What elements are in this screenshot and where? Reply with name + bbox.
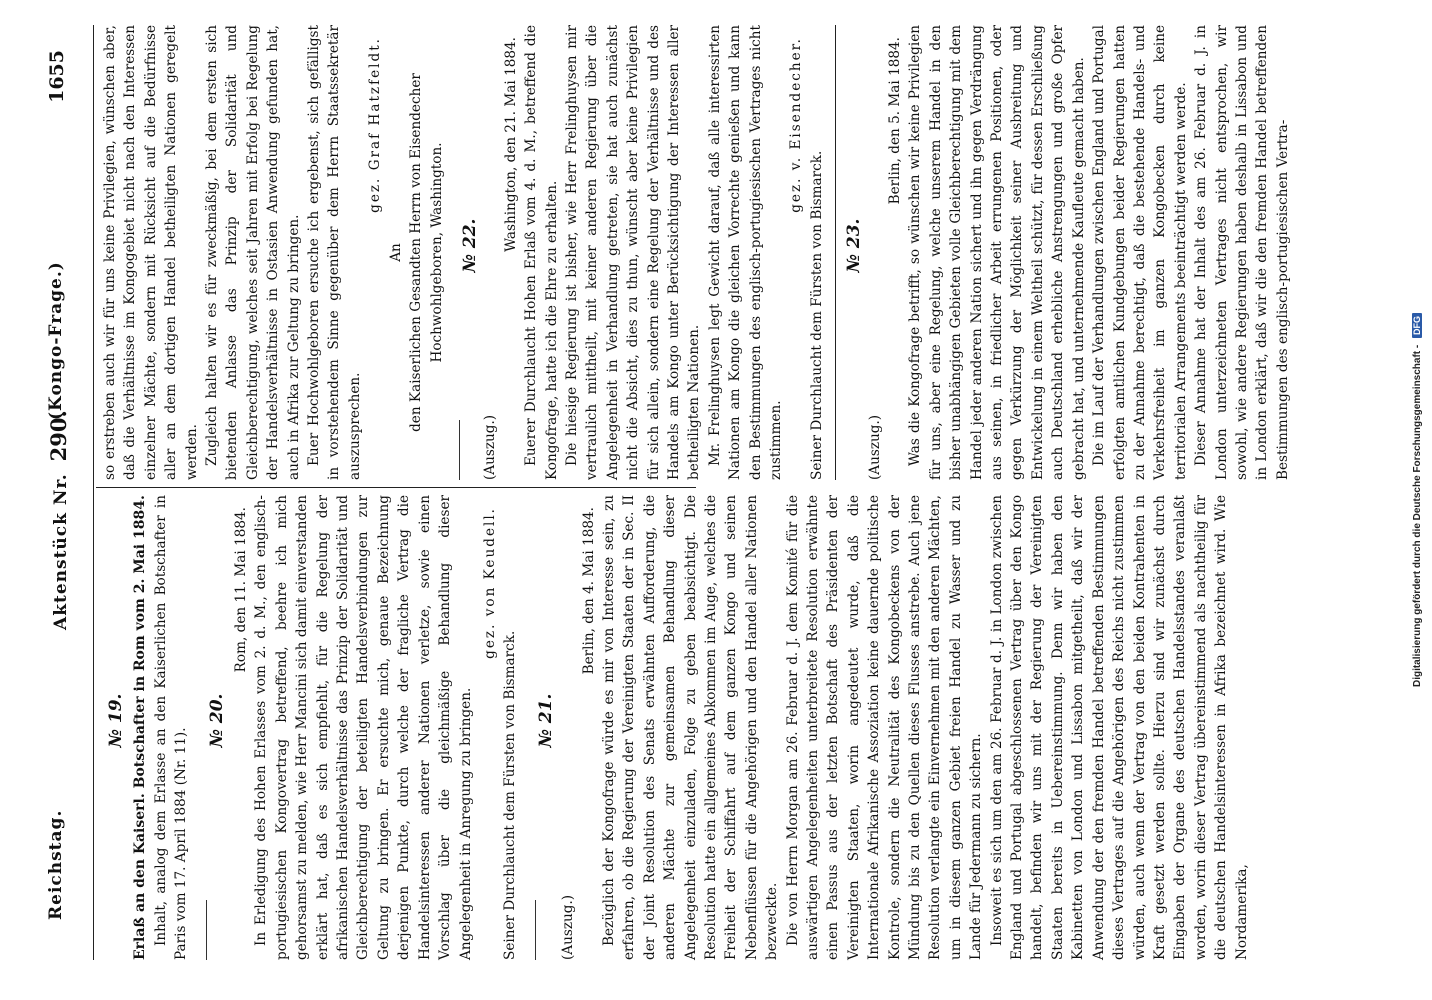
- doc20-number: № 20.: [206, 693, 227, 748]
- doc22-signature: gez. v. Eisendecher.: [788, 37, 805, 213]
- column-divider: [96, 487, 696, 488]
- doc21-paragraph: Bezüglich der Kongofrage würde es mir von Interesse sein, zu erfahren, ob die Regierung der Vereinigten Staaten der in Sec. II der Joint Resolution des Senats erwähnten Aufforderung, die anderen Mächte zur gemeinsamen Behandlung dieser Angelegenheit einzuladen, Folge zu geben beabsichtigt. Die Resolution hatte ein allgemeines Abkommen im Auge, welches die Freiheit der Schiffahrt auf dem ganzen Kongo und seinen Nebenflüssen für die Angehörigen und den Handel aller Nationen bezweckte.: [600, 495, 781, 960]
- doc20-signature: gez. von Keudell.: [481, 507, 498, 659]
- left-column: [100, 495, 1250, 960]
- doc23-paragraph: Die im Lauf der Verhandlungen zwischen England und Portugal erfolgten amtlichen Kundgebungen beider Regierungen hatten zu der Annahme berechtigt, daß die bestehende Handels- und Verkehrsfreiheit im ganzen Kongobecken durch keine territorialen Arrangements beeinträchtigt werden werde.: [1091, 25, 1189, 480]
- doc21-number: № 21.: [535, 693, 556, 748]
- header-reichstag: Reichstag.: [46, 809, 66, 920]
- continued-paragraph: Zugleich halten wir es für zweckmäßig, bei dem ersten sich bietenden Anlasse das Prinzip der Solidarität und Gleichberechtigung, welches seit Jahren mit Erfolg bei Regelung der Handelsverhältnisse in Ostasien Anwendung gefunden hat, auch in Afrika zur Geltung zu bringen.: [204, 25, 302, 480]
- doc20-body: In Erledigung des Hohen Erlasses vom 2. d. M., den englisch-portugiesischen Kongovertrag betreffend, beehre ich mich gehorsamst zu melden, wie Herr Mancini sich damit einverstanden erklärt hat, daß es sich empfiehlt, für die Regelung der afrikanischen Handelsverhältnisse das Prinzip der Solidarität und Gleichberechtigung der beteiligten Handelsverbindungen zur Geltung zu bringen. Er ersuchte mich, genaue Bezeichnung derjenigen Punkte, durch welche der fragliche Vertrag die Handelsinteressen anderer Nationen verletze, sowie einen Vorschlag über die gleichmäßige Behandlung dieser Angelegenheit in Anregung zu bringen.: [253, 495, 474, 960]
- addressee-eisendecher: den Kaiserlichen Gesandten Herrn von Eisendecher Hochwohlgeboren, Washington.: [408, 73, 445, 432]
- doc19-number: № 19.: [106, 693, 126, 748]
- doc23-paragraph: Dieser Annahme hat der Inhalt des am 26. Februar d. J. in London unterzeichneten Vertrages nicht entsprochen, wir sowohl, wie andere Regierungen haben deshalb in Lissabon und in London erklärt, daß wir die den fremden Handel betreffenden Bestimmungen des englisch-portugiesischen Vertra-: [1193, 25, 1291, 480]
- doc22-paragraph: Mr. Frelinghuysen legt Gewicht darauf, daß alle interessirten Nationen am Kongo die gleichen Vorrechte genießen und kann den Bestimmungen des englisch-portugiesischen Vertrages nicht zustimmen.: [706, 25, 784, 480]
- doc21-extract: (Auszug.): [560, 894, 577, 960]
- header-topic: (Kongo-Frage.): [46, 261, 66, 420]
- doc23-number: № 23.: [844, 218, 865, 273]
- doc21-paragraph: Die von Herrn Morgan am 26. Februar d. J. dem Komité für die auswärtigen Angelegenheiten unterbreitete Resolution erwähnte einen Passus aus der letzten Botschaft des Präsidenten der Vereinigten Staaten, worin angedeutet wurde, daß die Internationale Afrikanische Assoziation keine dauernde politische Kontrole, sondern die Neutralität des Kongobeckens von der Mündung bis zu den Quellen dieses Flusses anstrebe. Auch jene Resolution verlangte ein Einvernehmen mit den anderen Mächten, um in diesem ganzen Gebiet freien Handel zu Wasser und zu Lande für Jedermann zu sichern.: [784, 495, 985, 960]
- addressee-an: An: [387, 243, 404, 262]
- continued-paragraph: Euer Hochwohlgeboren ersuche ich ergebenst, sich gefälligst in vorstehendem Sinne gegenüber dem Herrn Staatssekretär auszusprechen.: [306, 25, 363, 480]
- header-page-number: 1655: [46, 50, 68, 103]
- doc22-place-date: Washington, den 21. Mai 1884.: [502, 37, 519, 252]
- doc23-extract: (Auszug.): [866, 414, 883, 480]
- doc19-body: Inhalt, analog dem Erlasse an den Kaiserlichen Botschafter in Paris vom 17. April 1884 (Nr. 11).: [152, 495, 190, 960]
- digitization-credit: [1412, 0, 1423, 1000]
- running-header: [46, 50, 70, 920]
- doc22-paragraph: Euerer Durchlaucht Hohen Erlaß vom 4. d. M., betreffend die Kongofrage, hatte ich die Ehre zu erhalten.: [523, 25, 560, 480]
- doc23-place-date: Berlin, den 5. Mai 1884.: [887, 37, 904, 205]
- doc21-place-date: Berlin, den 4. Mai 1884.: [580, 507, 597, 675]
- signature-hatzfeldt: gez. Graf Hatzfeldt.: [367, 37, 384, 213]
- credit-text: Digitalisierung gefördert durch die Deutsche Forschungsgemeinschaft -: [1412, 344, 1423, 688]
- doc21-paragraph: Insoweit es sich um den am 26. Februar d. J. in London zwischen England und Portugal abgeschlossenen Vertrag über den Kongo handelt, befinden wir uns mit der Regierung der Vereinigten Staaten bereits in Uebereinstimmung. Denn wir haben den Kabinetten von London und Lissabon mitgetheilt, daß wir der Anwendung der den fremden Handel betreffenden Bestimmungen dieses Vertrages auf die Angehörigen des Reichs nicht zustimmen würden, auch wenn der Vertrag von den beiden Kontrahenten in Kraft gesetzt werden sollte. Hierzu sind wir zunächst durch Eingaben der Organe des deutschen Handelsstandes veranlaßt worden, worin dieser Vertrag übereinstimmend als nachtheilig für die deutschen Handelsinteressen in Afrika bezeichnet wird. Wie Nordamerika,: [988, 495, 1250, 960]
- dfg-logo: DFG: [1412, 313, 1422, 338]
- separator-rule: [835, 25, 836, 480]
- continued-paragraph: so erstreben auch wir für uns keine Privilegien, wünschen aber, daß die Verhältnisse im Kongogebiet nicht nach den Interessen einzelner Mächte, sondern mit Rücksicht auf die Bedürfnisse aller an dem dortigen Handel betheiligten Nationen geregelt werden.: [102, 25, 200, 480]
- doc22-addressee: Seiner Durchlaucht dem Fürsten von Bismarck.: [808, 150, 825, 480]
- header-aktenstueck: Aktenstück Nr. 290.: [46, 410, 71, 630]
- doc20-addressee: Seiner Durchlaucht dem Fürsten von Bismarck.: [502, 630, 519, 960]
- doc22-paragraph: Die hiesige Regierung ist bisher, wie Herr Frelinghuysen mir vertraulich mittheilt, mit keiner anderen Regierung über die Angelegenheit in Verhandlung getreten, sie hat auch zunächst nicht die Absicht, dies zu thun, wünscht aber keine Privilegien für sich allein, sondern eine Regelung der Verhältnisse und des Handels am Kongo unter Berücksichtigung der Interessen aller betheiligten Nationen.: [563, 25, 703, 480]
- doc23-paragraph: Was die Kongofrage betrifft, so wünschen wir keine Privilegien für uns, aber eine Regelung, welche unserem Handel in den bisher unabhängigen Gebieten volle Gleichberechtigung mit dem Handel jeder anderen Nation sichert und ihn gegen Verdrängung aus seinen, in friedlicher Arbeit errungenen Positionen, oder gegen Verkürzung der Möglichkeit seiner Ausbreitung und Entwickelung in einem Weltheil schützt, für dessen Erschließung auch Deutschland erhebliche Anstrengungen und große Opfer gebracht hat, und unternehmende Kaufleute gemacht haben.: [907, 25, 1087, 480]
- doc22-number: № 22.: [459, 218, 480, 273]
- doc19-title: Erlaß an den Kaiserl. Botschafter in Rom vom 2. Mai 1884.: [132, 495, 149, 960]
- right-column: [100, 25, 1291, 480]
- doc22-extract: (Auszug.): [482, 414, 499, 480]
- doc20-place-date: Rom, den 11. Mai 1884.: [233, 507, 250, 673]
- header-rule: [93, 25, 94, 960]
